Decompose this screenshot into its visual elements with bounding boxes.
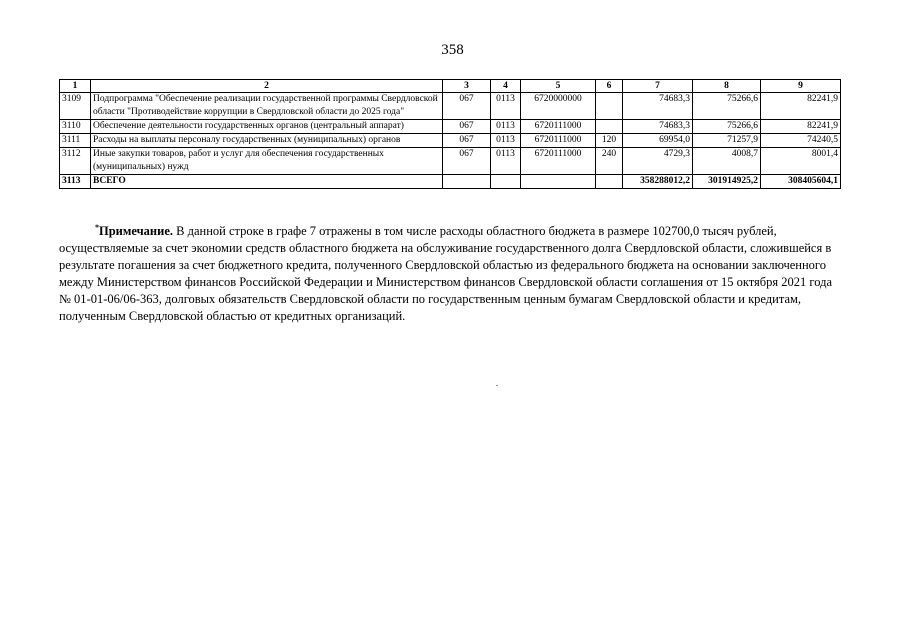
row-value-col8: 71257,9 [693,134,761,148]
table-header-row [60,80,841,93]
table-row [60,148,841,175]
row-value-col8: 4008,7 [693,148,761,175]
header-col-5: 5 [521,80,596,93]
row-value-col7: 74683,3 [623,120,693,134]
row-section-code [491,175,521,189]
row-number: 3112 [60,148,91,175]
header-col-6: 6 [596,80,623,93]
footnote-text: В данной строке в графе 7 отражены в том числе расходы областного бюджета в размере 102700,0 тысяч рублей, осуществляемые за счет экономии средств областного бюджета на обслуживание государственного долга Свердловской области, сложившейся в результате погашения за счет бюджетного кредита, полученного Свердловской областью из федерального бюджета на основании заключенного между Министерством финансов Российской Федерации и Министерством финансов Свердловской области соглашения от 15 октября 2021 года № 01-01-06/06-363, долговых обязательств Свердловской области по государственным ценным бумагам Свердловской области и кредитам, полученным Свердловской областью от кредитных организаций. [59,224,833,324]
row-section-code: 0113 [491,134,521,148]
footnote [59,219,840,325]
row-type-code [596,120,623,134]
footnote-marker: * [95,223,99,232]
table-row [60,134,841,148]
row-section-code: 0113 [491,148,521,175]
row-admin-code: 067 [443,93,491,120]
row-target-code: 6720000000 [521,93,596,120]
header-col-1: 1 [60,80,91,93]
row-target-code: 6720111000 [521,134,596,148]
row-section-code: 0113 [491,93,521,120]
row-value-col9: 74240,5 [761,134,841,148]
table-row [60,120,841,134]
row-name: Обеспечение деятельности государственных органов (центральный аппарат) [91,120,443,134]
total-value-col7: 358288012,2 [623,175,693,189]
row-admin-code: 067 [443,120,491,134]
row-target-code [521,175,596,189]
row-value-col8: 75266,6 [693,93,761,120]
row-name: ВСЕГО [91,175,443,189]
row-type-code [596,175,623,189]
row-value-col9: 82241,9 [761,120,841,134]
row-value-col8: 75266,6 [693,120,761,134]
row-number: 3109 [60,93,91,120]
row-type-code [596,93,623,120]
header-col-4: 4 [491,80,521,93]
row-value-col7: 4729,3 [623,148,693,175]
header-col-2: 2 [91,80,443,93]
row-number: 3113 [60,175,91,189]
row-value-col9: 82241,9 [761,93,841,120]
row-number: 3111 [60,134,91,148]
row-admin-code: 067 [443,134,491,148]
row-target-code: 6720111000 [521,120,596,134]
footnote-paragraph [59,219,840,325]
total-value-col8: 301914925,2 [693,175,761,189]
budget-table [59,79,841,189]
row-name: Расходы на выплаты персоналу государственных (муниципальных) органов [91,134,443,148]
row-value-col7: 69954,0 [623,134,693,148]
page-number: 358 [441,42,464,58]
row-type-code: 120 [596,134,623,148]
footnote-lead: Примечание. [99,224,174,239]
row-section-code: 0113 [491,120,521,134]
row-admin-code: 067 [443,148,491,175]
scan-dot [496,385,498,386]
row-target-code: 6720111000 [521,148,596,175]
row-name: Подпрограмма "Обеспечение реализации государственной программы Свердловской области "Противодействие коррупции в Свердловской области до 2025 года" [91,93,443,120]
header-col-3: 3 [443,80,491,93]
row-admin-code [443,175,491,189]
header-col-9: 9 [761,80,841,93]
table-row [60,93,841,120]
row-value-col9: 8001,4 [761,148,841,175]
row-name: Иные закупки товаров, работ и услуг для обеспечения государственных (муниципальных) нужд [91,148,443,175]
row-number: 3110 [60,120,91,134]
table-total-row [60,175,841,189]
header-col-7: 7 [623,80,693,93]
row-value-col7: 74683,3 [623,93,693,120]
header-col-8: 8 [693,80,761,93]
total-value-col9: 308405604,1 [761,175,841,189]
row-type-code: 240 [596,148,623,175]
